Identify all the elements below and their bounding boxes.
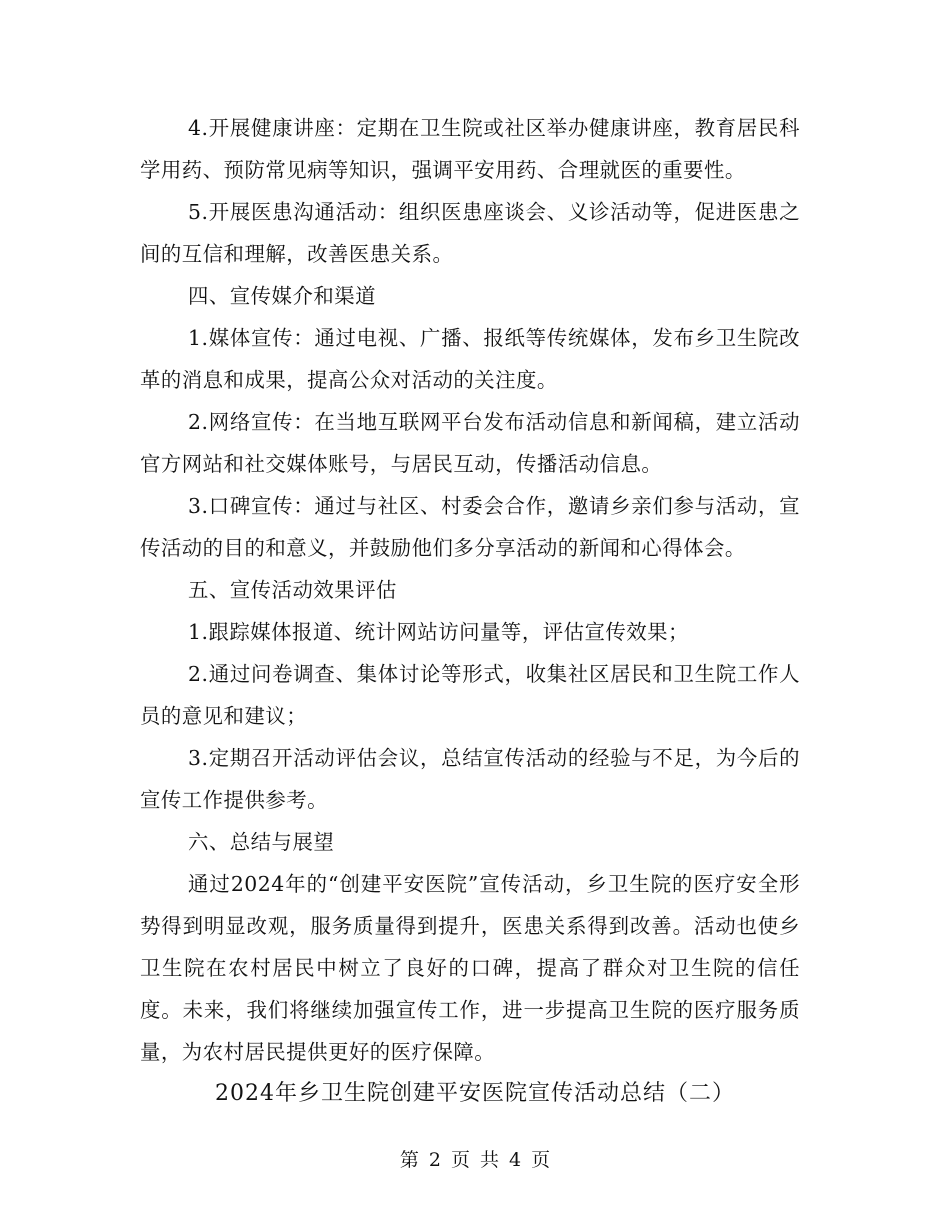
paragraph-media-publicity: 1.媒体宣传：通过电视、广播、报纸等传统媒体，发布乡卫生院改革的消息和成果，提高公众对活动的关注度。: [140, 326, 800, 392]
paragraph-word-of-mouth: 3.口碑宣传：通过与社区、村委会合作，邀请乡亲们参与活动，宣传活动的目的和意义，并鼓励他们多分享活动的新闻和心得体会。: [140, 494, 800, 560]
paragraph-item-5-communication: 5.开展医患沟通活动：组织医患座谈会、义诊活动等，促进医患之间的互信和理解，改善医患关系。: [140, 200, 800, 266]
section-heading-evaluation: 五、宣传活动效果评估: [188, 578, 397, 602]
paragraph-online-publicity: 2.网络宣传：在当地互联网平台发布活动信息和新闻稿，建立活动官方网站和社交媒体账号，与居民互动，传播活动信息。: [140, 410, 800, 476]
paragraph-eval-2: 2.通过问卷调查、集体讨论等形式，收集社区居民和卫生院工作人员的意见和建议；: [140, 662, 800, 728]
section-heading-summary: 六、总结与展望: [188, 830, 335, 854]
paragraph-item-4-health-lecture: 4.开展健康讲座：定期在卫生院或社区举办健康讲座，教育居民科学用药、预防常见病等知识，强调平安用药、合理就医的重要性。: [140, 116, 800, 182]
paragraph-summary: 通过2024年的“创建平安医院”宣传活动，乡卫生院的医疗安全形势得到明显改观，服务质量得到提升，医患关系得到改善。活动也使乡卫生院在农村居民中树立了良好的口碑，提高了群众对卫生院的信任度。未来，我们将继续加强宣传工作，进一步提高卫生院的医疗服务质量，为农村居民提供更好的医疗保障。: [140, 872, 800, 1064]
page-footer: 第 2 页 共 4 页: [399, 1149, 551, 1171]
paragraph-eval-1: 1.跟踪媒体报道、统计网站访问量等，评估宣传效果；: [188, 620, 689, 644]
paragraph-eval-3: 3.定期召开活动评估会议，总结宣传活动的经验与不足，为今后的宣传工作提供参考。: [140, 746, 800, 812]
document-title: 2024年乡卫生院创建平安医院宣传活动总结（二）: [215, 1081, 735, 1106]
section-heading-media-channels: 四、宣传媒介和渠道: [188, 284, 377, 308]
body-text: [140, 107, 800, 1073]
